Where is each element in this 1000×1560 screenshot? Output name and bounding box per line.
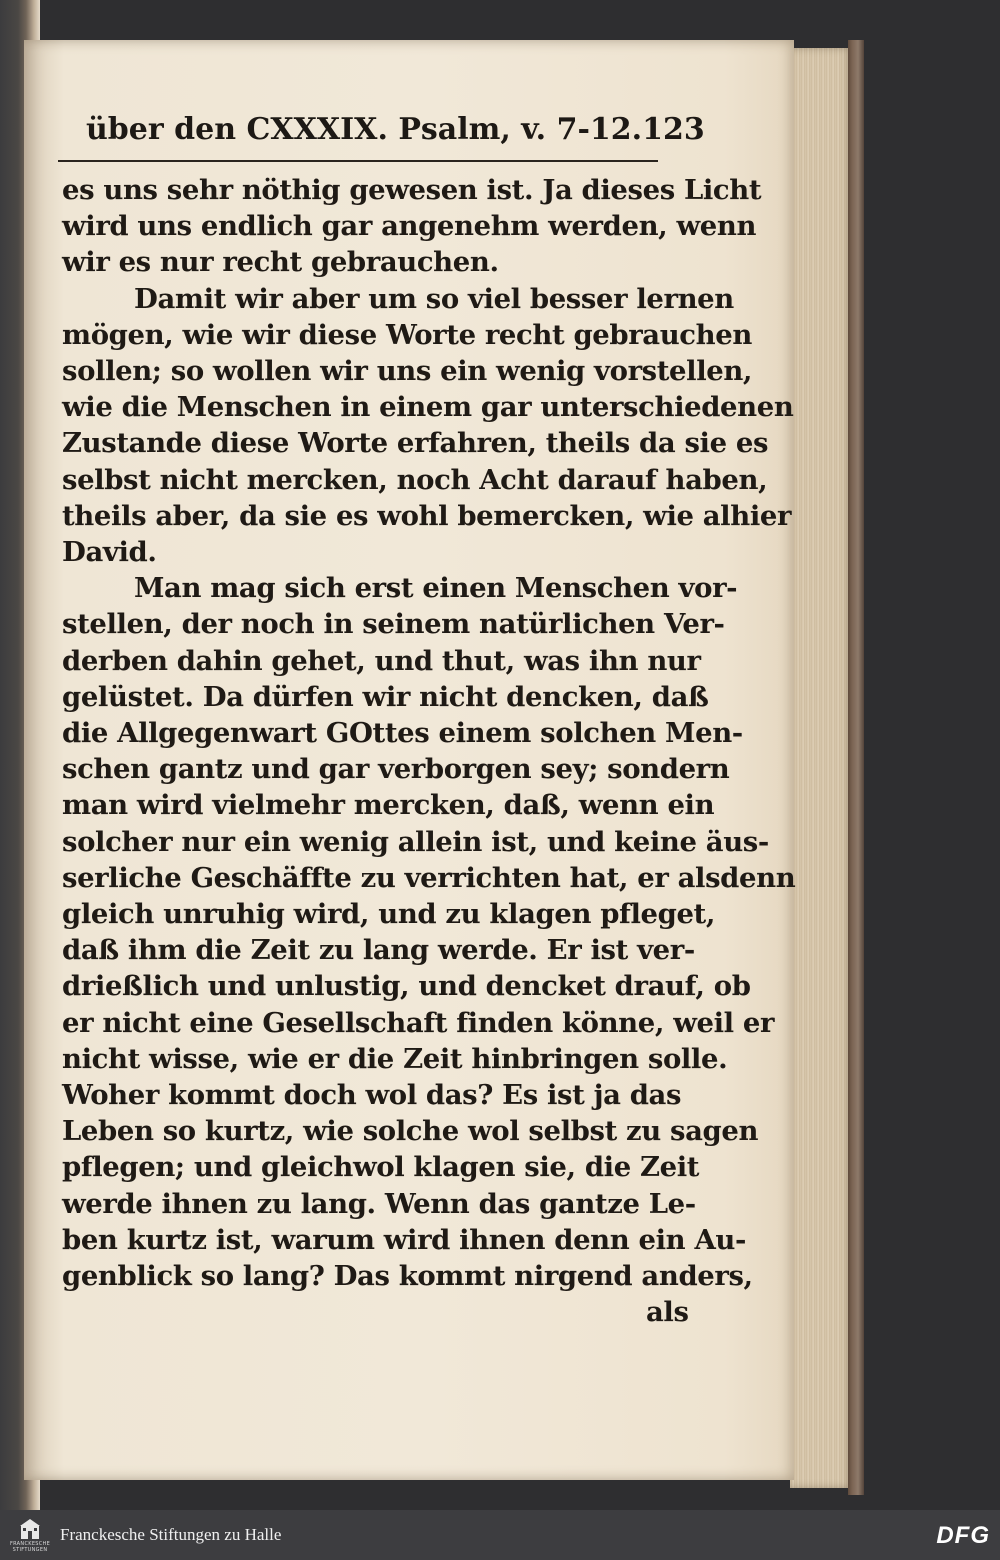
text-line: drießlich und unlustig, und dencket drauf, ob (62, 970, 751, 1003)
text-line: theils aber, da sie es wohl bemercken, wie alhier (62, 499, 792, 532)
text-line: pflegen; und gleichwol klagen sie, die Zeit (62, 1151, 700, 1184)
text-line: Damit wir aber um so viel besser lernen (134, 282, 734, 315)
text-line: gleich unruhig wird, und zu klagen pfleget, (62, 898, 716, 930)
running-head-title: über den CXXXIX. Psalm, v. 7-12. (86, 112, 643, 147)
text-line: Zustande diese Worte erfahren, theils da sie es (62, 427, 769, 460)
text-line: die Allgegenwart GOttes einem solchen Men- (62, 717, 743, 749)
text-line: wie die Menschen in einem gar unterschiedenen (62, 391, 794, 424)
institution-logo[interactable] (10, 1512, 50, 1558)
text-line: derben dahin gehet, und thut, was ihn nur (62, 644, 701, 677)
text-line: selbst nicht mercken, noch Acht darauf haben, (62, 463, 768, 496)
page-edges (790, 48, 852, 1488)
text-line: werde ihnen zu lang. Wenn das gantze Le- (62, 1187, 696, 1220)
text-line: nicht wisse, wie er die Zeit hinbringen solle. (62, 1042, 728, 1075)
logo-text-1: FRANCKESCHE (9, 1541, 51, 1547)
viewer-footer (0, 1510, 1000, 1560)
text-line: schen gantz und gar verborgen sey; sondern (62, 753, 730, 786)
head-rule (58, 160, 658, 162)
text-line: Leben so kurtz, wie solche wol selbst zu sagen (62, 1115, 759, 1148)
text-line: man wird vielmehr mercken, daß, wenn ein (62, 789, 715, 822)
book-cover-edge (848, 40, 864, 1495)
orphanage-logo-icon (19, 1517, 41, 1541)
text-line: daß ihm die Zeit zu lang werde. Er ist ver- (62, 934, 695, 967)
text-line: mögen, wie wir diese Worte recht gebrauchen (62, 318, 752, 351)
text-line: ben kurtz ist, warum wird ihnen denn ein Au- (62, 1223, 746, 1256)
text-line: Woher kommt doch wol das? Es ist ja das (62, 1079, 682, 1111)
text-line: wird uns endlich gar angenehm werden, wenn (62, 210, 757, 243)
text-line: David. (62, 536, 157, 568)
text-line: solcher nur ein wenig allein ist, und keine äus- (62, 825, 769, 858)
text-line: sollen; so wollen wir uns ein wenig vorstellen, (62, 355, 753, 387)
text-line: es uns sehr nöthig gewesen ist. Ja dieses Licht (62, 174, 762, 206)
running-head (86, 112, 705, 152)
text-line: wir es nur recht gebrauchen. (62, 246, 499, 279)
text-line: er nicht eine Gesellschaft finden könne, weil er (62, 1006, 775, 1039)
text-line: serliche Geschäffte zu verrichten hat, er alsdenn (62, 861, 796, 894)
catchword: als (646, 1296, 689, 1329)
text-line: genblick so lang? Das kommt nirgend anders, (62, 1260, 753, 1292)
text-line: stellen, der noch in seinem natürlichen Ver- (62, 608, 725, 641)
dfg-logo[interactable]: DFG (936, 1522, 990, 1549)
institution-name[interactable]: Franckesche Stiftungen zu Halle (60, 1525, 282, 1544)
text-line: gelüstet. Da dürfen wir nicht dencken, daß (62, 680, 709, 713)
logo-text-2: STIFTUNGEN (12, 1547, 48, 1553)
page-number: 123 (642, 112, 705, 147)
text-line: Man mag sich erst einen Menschen vor- (134, 572, 738, 605)
